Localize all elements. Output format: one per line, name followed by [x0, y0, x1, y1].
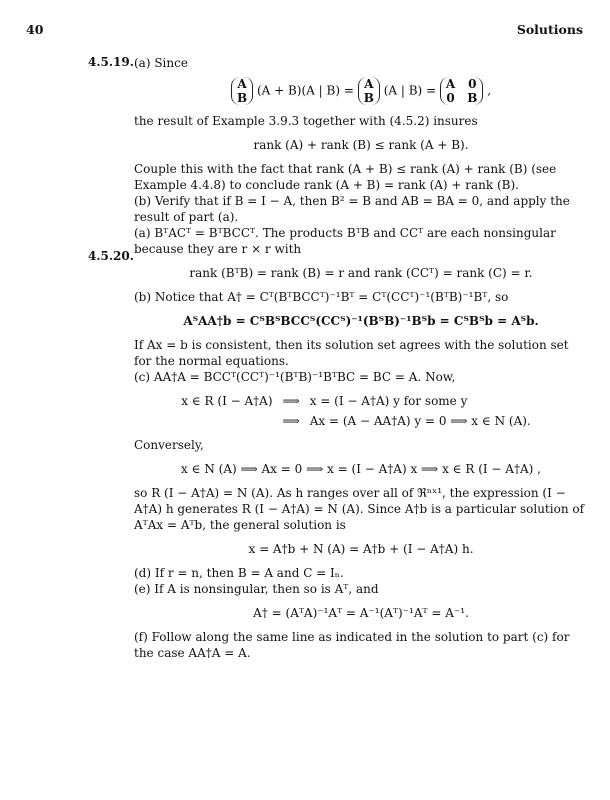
part-c-text: (c) AA†A = BCCᵀ(CCᵀ)⁻¹(BᵀB)⁻¹BᵀBC = BC = A. Now,	[134, 370, 456, 384]
part-d-text: (d) If r = n, then B = A and C = Iₙ.	[134, 566, 344, 580]
exercise-label-4-5-19: 4.5.19.	[88, 55, 134, 69]
part-a-text-4520: (a) BᵀACᵀ = BᵀBCCᵀ. The products BᵀB and CCᵀ are each nonsingular because they are r × r with	[134, 226, 556, 256]
paragraph-example-result: the result of Example 3.9.3 together with (4.5.2) insures	[134, 114, 478, 128]
matrix-entry: 0	[468, 77, 477, 91]
page-number: 40	[26, 22, 44, 37]
equation-rank-inequality: rank (A) + rank (B) ≤ rank (A + B).	[253, 138, 469, 152]
solution-body	[134, 55, 588, 661]
part-a-intro: (a) Since	[134, 56, 188, 70]
equation-pseudoinverse: A† = (AᵀA)⁻¹Aᵀ = A⁻¹(Aᵀ)⁻¹Aᵀ = A⁻¹.	[253, 606, 469, 620]
paragraph-range-nullspace: so R (I − A†A) = N (A). As h ranges over all of ℜⁿˣ¹, the expression (I − A†A) h generates R (I − A†A) = N (A). Since A†b is a particular solution of AᵀAx = Aᵀb, the general solution is	[134, 486, 585, 532]
exercise-label-4-5-20: 4.5.20.	[88, 249, 134, 263]
matrix-entry: B	[467, 91, 478, 105]
equation-normal: AᵀAA†b = CᵀBᵀBCCᵀ(CCᵀ)⁻¹(BᵀB)⁻¹Bᵀb = CᵀBᵀb = Aᵀb.	[183, 314, 539, 328]
matrix-entry: A	[445, 77, 456, 91]
running-head: Solutions	[516, 22, 583, 37]
equation-rank-product: rank (BᵀB) = rank (B) = r and rank (CCᵀ) = rank (C) = r.	[189, 266, 533, 280]
matrix-entry: A	[237, 77, 247, 91]
matrix-entry: B	[363, 91, 374, 105]
equation-mid-2: (A | B) =	[383, 83, 437, 98]
paragraph-consistent: If Ax = b is consistent, then its solution set agrees with the solution set for the normal equations.	[134, 338, 569, 368]
matrix-entry: A	[364, 77, 374, 91]
block-diagonal-matrix	[440, 77, 483, 105]
matrix-entry: B	[236, 91, 248, 105]
matrix-a-b-column	[231, 77, 253, 105]
equation-mid: (A + B)(A | B) =	[256, 83, 354, 98]
implication-arrow: ⟹	[282, 394, 300, 408]
implication-right: x = (I − A†A) y for some y	[309, 394, 468, 408]
part-b-text: (b) Verify that if B = I − A, then B² = B and AB = BA = 0, and apply the result of part (a).	[134, 194, 570, 224]
equation-general-solution: x = A†b + N (A) = A†b + (I − A†A) h.	[248, 542, 474, 556]
part-e-text: (e) If A is nonsingular, then so is Aᵀ, and	[134, 582, 379, 596]
equation-converse: x ∈ N (A) ⟹ Ax = 0 ⟹ x = (I − A†A) x ⟹ x ∈ R (I − A†A) ,	[181, 462, 541, 476]
part-f-text: (f) Follow along the same line as indicated in the solution to part (c) for the case AA†A = A.	[134, 630, 570, 660]
part-b-text-4520: (b) Notice that A† = Cᵀ(BᵀBCCᵀ)⁻¹Bᵀ = Cᵀ(CCᵀ)⁻¹(BᵀB)⁻¹Bᵀ, so	[134, 290, 509, 304]
conversely-text: Conversely,	[134, 438, 204, 452]
implication-arrow-2: ⟹	[282, 414, 300, 428]
equation-block-matrix	[134, 77, 588, 105]
matrix-a-b-column-2	[358, 77, 380, 105]
implication-left: x ∈ R (I − A†A)	[181, 394, 273, 408]
paragraph-couple: Couple this with the fact that rank (A + B) ≤ rank (A) + rank (B) (see Example 4.4.8) to conclude rank (A + B) = rank (A) + rank (B).	[134, 162, 557, 192]
matrix-entry: 0	[446, 91, 455, 105]
equation-implication-block	[134, 393, 588, 429]
equation-comma: ,	[487, 83, 492, 98]
implication-right-2: Ax = (A − AA†A) y = 0 ⟹ x ∈ N (A).	[309, 414, 531, 428]
